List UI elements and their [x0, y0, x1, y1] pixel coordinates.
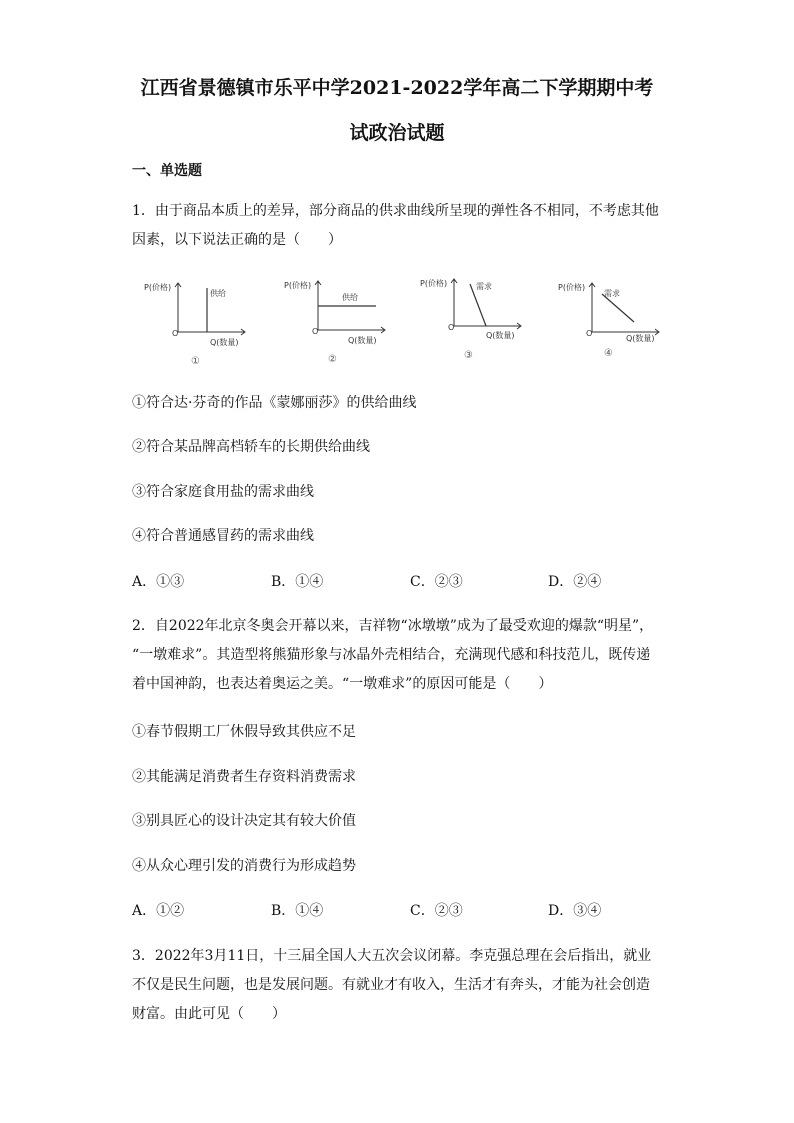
stem-line: 3．2022年3月11日，十三届全国人大五次会议闭幕。李克强总理在会后指出，就业 [132, 948, 652, 964]
graph-4-flat-demand [556, 276, 676, 372]
supply-label: 供给 [210, 289, 226, 298]
y-axis-label: P(价格) [284, 281, 312, 290]
q2-statement-1: ①春节假期工厂休假导致其供应不足 [132, 724, 356, 740]
choice-b[interactable]: B．①④ [271, 574, 324, 590]
graph-2-horizontal-supply [282, 274, 402, 370]
graph-caption: ① [191, 356, 200, 367]
choice-c[interactable]: C．②③ [410, 574, 463, 590]
document-title [60, 66, 734, 156]
q1-statement-4: ④符合普通感冒药的需求曲线 [132, 528, 314, 544]
graph-caption: ② [328, 354, 337, 365]
stem-line: 2．自2022年北京冬奥会开幕以来，吉祥物“冰墩墩”成为了最受欢迎的爆款“明星”， [132, 618, 654, 634]
choice-b[interactable]: B．①④ [271, 903, 324, 919]
x-axis-label: Q(数量) [486, 331, 515, 340]
stem-line: 财富。由此可见（ ） [132, 1006, 286, 1022]
y-axis-label: P(价格) [144, 283, 172, 292]
demand-label: 需求 [476, 282, 492, 291]
graph-1-vertical-supply [142, 276, 262, 372]
choice-d[interactable]: D．③④ [548, 903, 602, 919]
graph-caption: ④ [604, 348, 613, 359]
choice-d[interactable]: D．②④ [548, 574, 602, 590]
q2-statement-3: ③别具匠心的设计决定其有较大价值 [132, 813, 356, 829]
q2-statement-4: ④从众心理引发的消费行为形成趋势 [132, 858, 356, 874]
section-heading: 一、单选题 [132, 163, 202, 179]
origin-label: O [172, 329, 179, 338]
q1-statement-3: ③符合家庭食用盐的需求曲线 [132, 484, 314, 500]
choice-a[interactable]: A．①② [132, 903, 185, 919]
graph-caption: ③ [464, 350, 473, 361]
question-2-stem [132, 612, 662, 699]
x-axis-label: Q(数量) [626, 334, 655, 343]
x-axis-label: Q(数量) [348, 336, 377, 345]
q2-statement-2: ②其能满足消费者生存资料消费需求 [132, 769, 356, 785]
supply-label: 供给 [342, 293, 358, 302]
y-axis-label: P(价格) [420, 279, 448, 288]
x-axis-label: Q(数量) [210, 338, 239, 347]
stem-line: 因素，以下说法正确的是（ ） [132, 232, 342, 248]
stem-line: 着中国神韵，也表达着奥运之美。“一墩难求”的原因可能是（ ） [132, 676, 553, 692]
stem-line: 不仅是民生问题，也是发展问题。有就业才有收入，生活才有奔头，才能为社会创造 [132, 977, 650, 993]
origin-label: O [586, 329, 593, 338]
graph-3-steep-demand [418, 272, 538, 368]
demand-curve [602, 294, 634, 322]
question-1-stem [132, 197, 662, 255]
stem-line: “一墩难求”。其造型将熊猫形象与冰晶外壳相结合，充满现代感和科技范儿，既传递 [132, 647, 651, 663]
question-3-stem [132, 942, 662, 1029]
q2-choices [132, 900, 662, 920]
y-axis-label: P(价格) [558, 283, 586, 292]
demand-label: 需求 [604, 289, 620, 298]
q1-choices [132, 571, 662, 591]
title-line-1: 江西省景德镇市乐平中学2021-2022学年高二下学期期中考 [140, 77, 654, 99]
title-line-2: 试政治试题 [349, 122, 445, 144]
choice-c[interactable]: C．②③ [410, 903, 463, 919]
stem-line: 1．由于商品本质上的差异，部分商品的供求曲线所呈现的弹性各不相同，不考虑其他 [132, 203, 659, 219]
q1-statement-1: ①符合达·芬奇的作品《蒙娜丽莎》的供给曲线 [132, 395, 417, 411]
choice-a[interactable]: A．①③ [132, 574, 185, 590]
origin-label: O [312, 327, 319, 336]
origin-label: O [448, 323, 455, 332]
q1-statement-2: ②符合某品牌高档轿车的长期供给曲线 [132, 439, 370, 455]
